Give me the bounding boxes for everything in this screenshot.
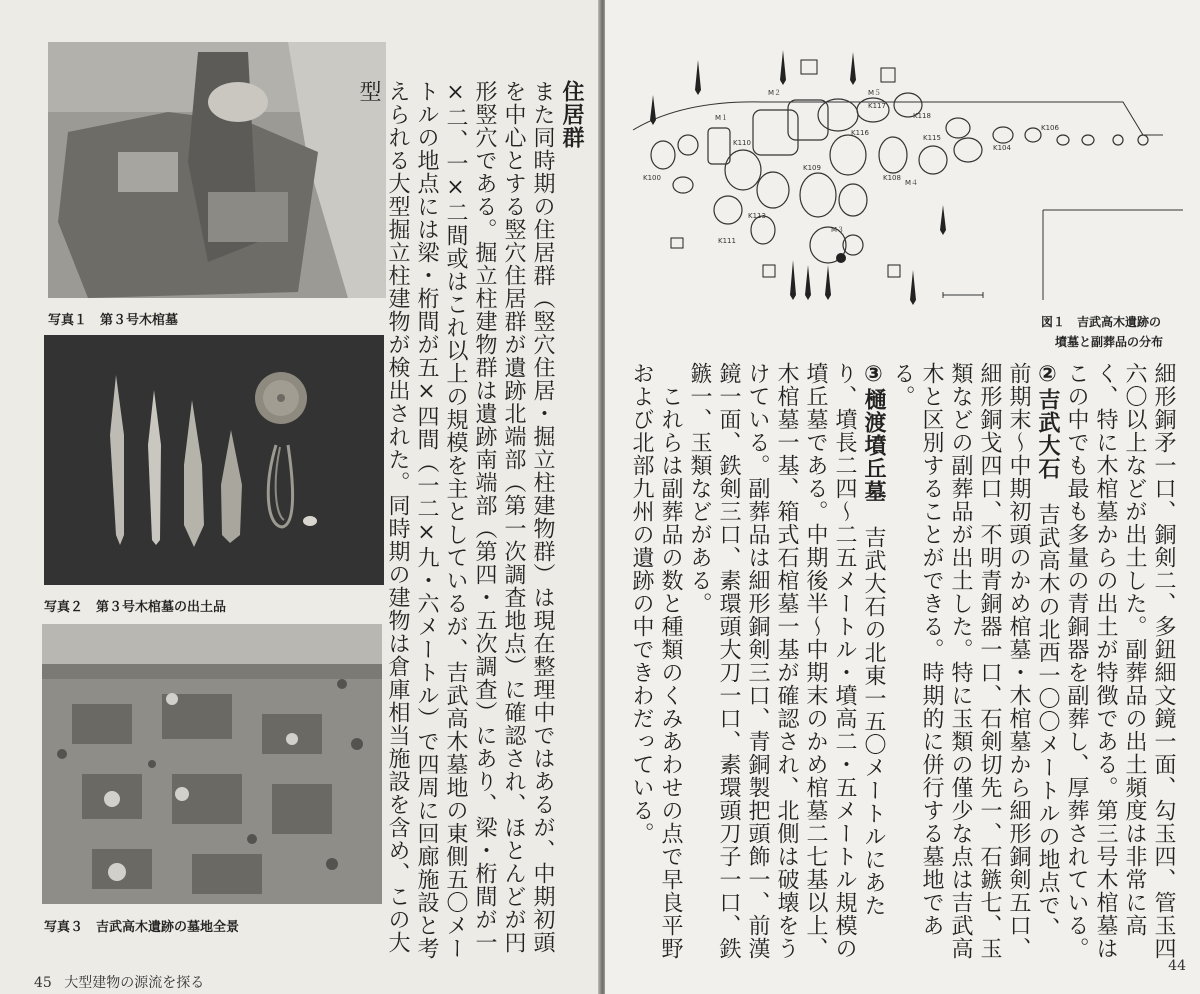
photo-2-image xyxy=(44,335,384,585)
scale-bar xyxy=(943,292,983,298)
map-label: M３ xyxy=(831,226,845,234)
figure-1-caption xyxy=(1041,312,1163,352)
paragraph-hiwatashi-mound: ③樋渡墳丘墓 吉武大石の北東一五〇メートルにあたり、墳長二四〜二五メートル・墳高二・五メートル規模の墳丘墓である。中期後半〜中期末のかめ棺墓二七基以上、木棺墓一基、箱式石棺墓一基が確認され、北側は破壊をうけている。副葬品は細形銅剣三口、青銅製把頭飾一、前漢鏡一面、鉄剣三口、素環頭大刀一口、素環頭刀子一口、鉄鏃一、玉類などがある。 xyxy=(687,362,886,960)
map-label: K104 xyxy=(993,144,1011,152)
left-body-text xyxy=(356,80,586,965)
photo-2-caption: 写真２ 第３号木棺墓の出土品 xyxy=(44,600,227,615)
right-page-number: 44 xyxy=(1168,958,1186,974)
map-label: K109 xyxy=(803,164,821,172)
left-body-paragraph: また同時期の住居群（竪穴住居・掘立柱建物群）は現在整理中ではあるが、中期初頭を中心とする竪穴住居群が遺跡北端部（第一次調査地点）に確認され、ほとんどが円形竪穴である。掘立柱建物群は遺跡南端部（第四・五次調査）にあり、梁・桁間が一×二、一×二間或はこれ以上の規模を主としているが、吉武高木墓地の東側五〇メートルの地点には梁・桁間が五×四間（一二×九・六メートル）で四周に回廊施設と考えられる大型掘立柱建物が検出された。同時期の建物は倉庫相当施設を含め、この大型 xyxy=(356,80,555,960)
paragraph-yoshitake-oishi: ②吉武大石 吉武高木の北西一〇〇メートルの地点で、前期末〜中期初頭のかめ棺墓・木棺墓から細形銅剣五口、細形銅戈四口、不明青銅器一口、石剣切先一、石鏃七、玉類などの副葬品が出土した。特に玉類の僅少な点は吉武高木と区別することができる。時期的に併行する墓地である。 xyxy=(890,362,1060,960)
right-body-text xyxy=(618,362,1178,962)
heading-yoshitake-oishi: ②吉武大石 xyxy=(1035,362,1060,480)
map-label: M１ xyxy=(715,114,729,122)
jade-bead-icons xyxy=(671,60,900,277)
heading-hiwatashi-mound: ③樋渡墳丘墓 xyxy=(861,362,886,503)
map-label: K115 xyxy=(923,134,941,142)
map-label: K113 xyxy=(748,212,766,220)
running-title: 大型建物の源流を探る xyxy=(64,975,205,991)
bronze-weapon-icons xyxy=(650,50,946,305)
map-label: M２ xyxy=(768,89,782,97)
paragraph-burial-goods: 細形銅矛一口、銅剣二、多鈕細文鏡一面、勾玉四、管玉四六〇以上などが出土した。副葬品の出土頻度は非常に高く、特に木棺墓からの出土が特徴である。第三号木棺墓はこの中でも最も多量の青銅器を副葬し、厚葬されている。 xyxy=(1064,362,1176,960)
map-label: K106 xyxy=(1041,124,1059,132)
photo-3-cemetery-overview xyxy=(42,624,382,904)
section-heading-residences: 住居群 xyxy=(559,80,584,149)
left-page-number: 45 xyxy=(34,975,52,991)
photo-3-image xyxy=(42,624,382,904)
paragraph-conclusion: これらは副葬品の数と種類のくみあわせの点で早良平野および北部九州の遺跡の中できわだっている。 xyxy=(629,362,683,960)
photo-1-image xyxy=(48,42,386,298)
map-label: K108 xyxy=(883,174,901,182)
figure-caption-line-2: 墳墓と副葬品の分布 xyxy=(1055,335,1164,349)
photo-1-wooden-coffin xyxy=(48,42,386,298)
mirror-symbol xyxy=(836,253,846,263)
right-page xyxy=(605,0,1200,994)
map-label: K116 xyxy=(851,129,869,137)
photo-1-caption: 写真１ 第３号木棺墓 xyxy=(48,313,179,328)
figure-1-distribution-map xyxy=(623,40,1193,310)
photo-2-burial-goods xyxy=(44,335,384,585)
map-label: M５ xyxy=(868,89,882,97)
map-label: K111 xyxy=(718,237,736,245)
left-footer xyxy=(34,972,204,992)
site-boundary xyxy=(633,102,1163,135)
photo-3-caption: 写真３ 吉武高木遺跡の墓地全景 xyxy=(44,920,240,935)
map-label: K118 xyxy=(913,112,931,120)
figure-caption-line-1: 図１ 吉武高木遺跡の xyxy=(1041,315,1162,329)
map-label: M４ xyxy=(905,179,919,187)
map-label: K110 xyxy=(733,139,751,147)
figure-1-map xyxy=(623,40,1193,310)
map-label: K117 xyxy=(868,102,886,110)
map-label: K100 xyxy=(643,174,661,182)
